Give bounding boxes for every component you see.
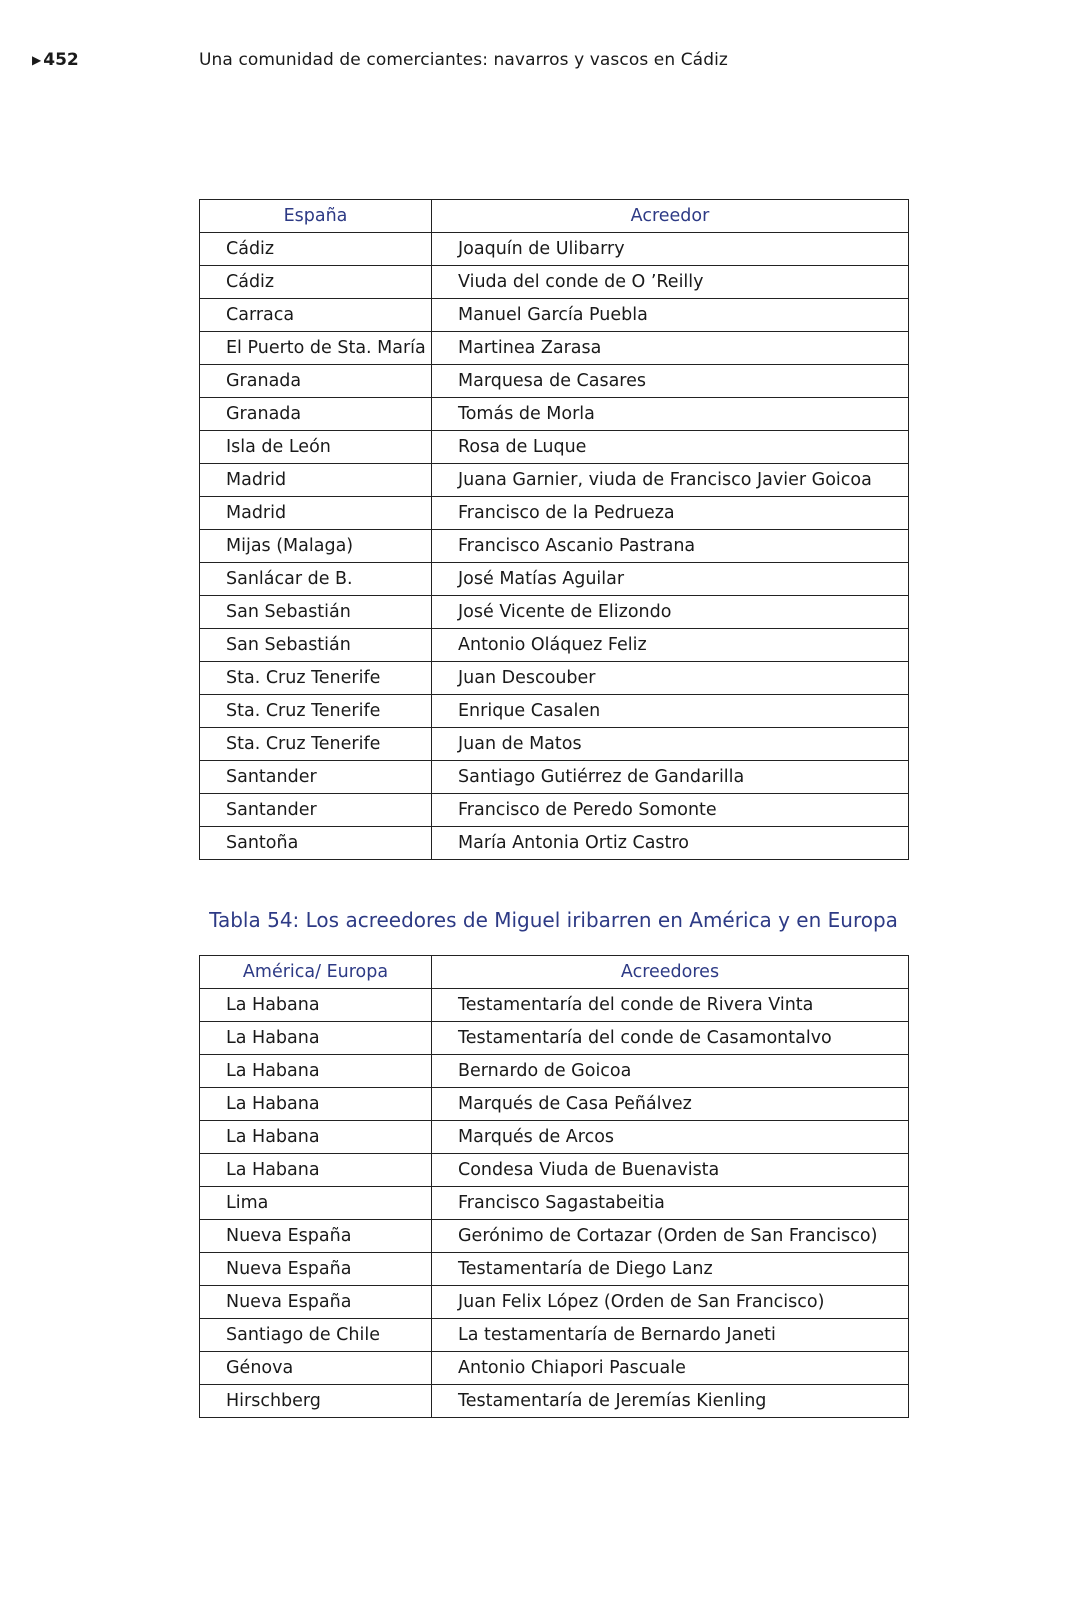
creditor-cell: Gerónimo de Cortazar (Orden de San Francisco) xyxy=(432,1220,909,1253)
column-header-location: América/ Europa xyxy=(200,956,432,989)
creditor-cell: Bernardo de Goicoa xyxy=(432,1055,909,1088)
table-row xyxy=(200,1055,909,1088)
creditor-cell: Francisco Sagastabeitia xyxy=(432,1187,909,1220)
table-row xyxy=(200,1253,909,1286)
table-row xyxy=(200,563,909,596)
location-cell: Sta. Cruz Tenerife xyxy=(200,695,432,728)
table-row xyxy=(200,332,909,365)
creditor-cell: Testamentaría de Diego Lanz xyxy=(432,1253,909,1286)
creditors-spain-table xyxy=(199,199,909,860)
creditor-cell: Viuda del conde de O ’Reilly xyxy=(432,266,909,299)
location-cell: San Sebastián xyxy=(200,629,432,662)
creditor-cell: Manuel García Puebla xyxy=(432,299,909,332)
location-cell: Santander xyxy=(200,761,432,794)
table-row xyxy=(200,398,909,431)
table-row xyxy=(200,233,909,266)
column-header-location: España xyxy=(200,200,432,233)
location-cell: Nueva España xyxy=(200,1220,432,1253)
location-cell: Carraca xyxy=(200,299,432,332)
triangle-right-icon: ▶ xyxy=(32,53,42,67)
table-row xyxy=(200,431,909,464)
table-row xyxy=(200,1022,909,1055)
creditor-cell: Testamentaría del conde de Rivera Vinta xyxy=(432,989,909,1022)
table-row xyxy=(200,1319,909,1352)
location-cell: La Habana xyxy=(200,1055,432,1088)
table-row xyxy=(200,530,909,563)
location-cell: Granada xyxy=(200,365,432,398)
creditor-cell: Juan Felix López (Orden de San Francisco) xyxy=(432,1286,909,1319)
location-cell: Madrid xyxy=(200,464,432,497)
location-cell: Hirschberg xyxy=(200,1385,432,1418)
table-row xyxy=(200,1385,909,1418)
table-row xyxy=(200,794,909,827)
location-cell: El Puerto de Sta. María xyxy=(200,332,432,365)
location-cell: Granada xyxy=(200,398,432,431)
creditor-cell: Juan de Matos xyxy=(432,728,909,761)
creditor-cell: Francisco de Peredo Somonte xyxy=(432,794,909,827)
location-cell: La Habana xyxy=(200,1088,432,1121)
location-cell: Santander xyxy=(200,794,432,827)
table-row xyxy=(200,1220,909,1253)
location-cell: La Habana xyxy=(200,1121,432,1154)
table-row xyxy=(200,1154,909,1187)
creditor-cell: Testamentaría del conde de Casamontalvo xyxy=(432,1022,909,1055)
location-cell: Madrid xyxy=(200,497,432,530)
column-header-creditor: Acreedor xyxy=(432,200,909,233)
page-header xyxy=(32,47,1027,73)
location-cell: Cádiz xyxy=(200,233,432,266)
location-cell: Génova xyxy=(200,1352,432,1385)
table-body xyxy=(200,233,909,860)
location-cell: Mijas (Malaga) xyxy=(200,530,432,563)
location-cell: Sanlácar de B. xyxy=(200,563,432,596)
location-cell: La Habana xyxy=(200,1154,432,1187)
table-caption: Tabla 54: Los acreedores de Miguel iribarren en América y en Europa xyxy=(209,908,898,932)
creditor-cell: Juan Descouber xyxy=(432,662,909,695)
location-cell: Sta. Cruz Tenerife xyxy=(200,728,432,761)
running-title: Una comunidad de comerciantes: navarros y vascos en Cádiz xyxy=(199,50,728,70)
location-cell: Cádiz xyxy=(200,266,432,299)
table-row xyxy=(200,728,909,761)
location-cell: Nueva España xyxy=(200,1253,432,1286)
creditor-cell: Marqués de Casa Peñálvez xyxy=(432,1088,909,1121)
location-cell: Nueva España xyxy=(200,1286,432,1319)
creditor-cell: Testamentaría de Jeremías Kienling xyxy=(432,1385,909,1418)
creditor-cell: Francisco de la Pedrueza xyxy=(432,497,909,530)
table-row xyxy=(200,299,909,332)
table-row xyxy=(200,695,909,728)
creditor-cell: María Antonia Ortiz Castro xyxy=(432,827,909,860)
table-row xyxy=(200,596,909,629)
creditor-cell: La testamentaría de Bernardo Janeti xyxy=(432,1319,909,1352)
creditor-cell: Tomás de Morla xyxy=(432,398,909,431)
table-row xyxy=(200,827,909,860)
creditors-america-europe-table xyxy=(199,955,909,1418)
creditor-cell: José Matías Aguilar xyxy=(432,563,909,596)
creditor-cell: Antonio Chiapori Pascuale xyxy=(432,1352,909,1385)
table-row xyxy=(200,761,909,794)
creditor-cell: Francisco Ascanio Pastrana xyxy=(432,530,909,563)
creditor-cell: Condesa Viuda de Buenavista xyxy=(432,1154,909,1187)
table-body xyxy=(200,989,909,1418)
creditor-cell: Marqués de Arcos xyxy=(432,1121,909,1154)
location-cell: San Sebastián xyxy=(200,596,432,629)
page-number-text: 452 xyxy=(43,50,79,70)
column-header-creditor: Acreedores xyxy=(432,956,909,989)
table-row xyxy=(200,1121,909,1154)
page-number xyxy=(32,47,79,73)
table-row xyxy=(200,365,909,398)
table-row xyxy=(200,497,909,530)
location-cell: La Habana xyxy=(200,989,432,1022)
table-row xyxy=(200,1286,909,1319)
creditor-cell: Rosa de Luque xyxy=(432,431,909,464)
creditor-cell: Martinea Zarasa xyxy=(432,332,909,365)
table-header-row xyxy=(200,200,909,233)
table-row xyxy=(200,1088,909,1121)
location-cell: Santoña xyxy=(200,827,432,860)
location-cell: Santiago de Chile xyxy=(200,1319,432,1352)
table-row xyxy=(200,989,909,1022)
creditor-cell: Santiago Gutiérrez de Gandarilla xyxy=(432,761,909,794)
table-row xyxy=(200,662,909,695)
table-row xyxy=(200,1352,909,1385)
location-cell: Isla de León xyxy=(200,431,432,464)
creditor-cell: Joaquín de Ulibarry xyxy=(432,233,909,266)
table-row xyxy=(200,464,909,497)
location-cell: Lima xyxy=(200,1187,432,1220)
table-row xyxy=(200,629,909,662)
location-cell: Sta. Cruz Tenerife xyxy=(200,662,432,695)
location-cell: La Habana xyxy=(200,1022,432,1055)
creditor-cell: Juana Garnier, viuda de Francisco Javier Goicoa xyxy=(432,464,909,497)
table-row xyxy=(200,1187,909,1220)
table-header-row xyxy=(200,956,909,989)
creditor-cell: Marquesa de Casares xyxy=(432,365,909,398)
table-row xyxy=(200,266,909,299)
creditor-cell: Antonio Oláquez Feliz xyxy=(432,629,909,662)
creditor-cell: José Vicente de Elizondo xyxy=(432,596,909,629)
creditor-cell: Enrique Casalen xyxy=(432,695,909,728)
